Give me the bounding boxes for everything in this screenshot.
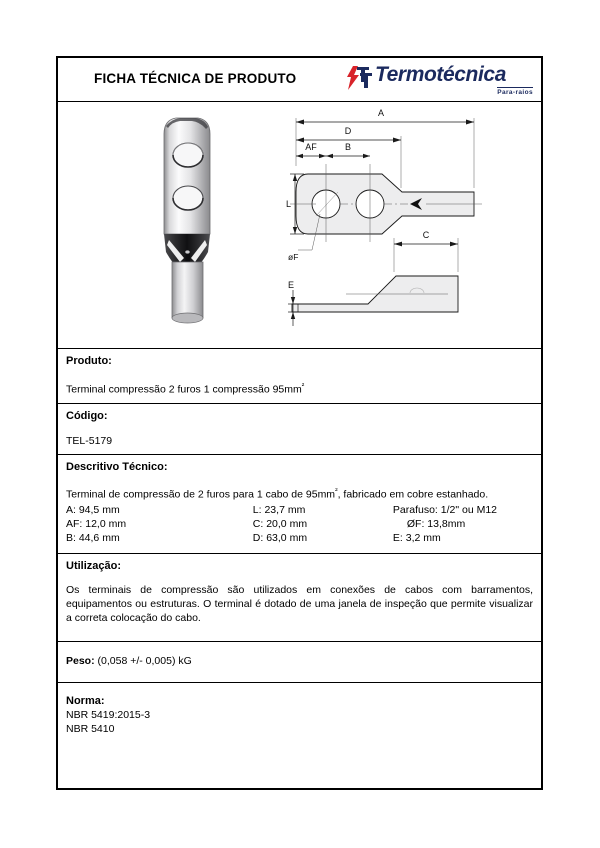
codigo-label: Código: xyxy=(66,409,108,422)
section-descritivo xyxy=(58,455,541,555)
section-codigo xyxy=(58,404,541,455)
codigo-value: TEL-5179 xyxy=(66,434,113,447)
lightning-tt-icon xyxy=(345,65,373,91)
dimension-cell: A: 94,5 mm xyxy=(66,504,120,516)
dimension-row xyxy=(66,517,533,531)
brand-tagline: Para-raios xyxy=(497,89,533,96)
produto-value-text: Terminal compressão 2 furos 1 compressão 95mm xyxy=(66,383,302,396)
dimension-cell: B: 44,6 mm xyxy=(66,532,120,544)
page-title: FICHA TÉCNICA DE PRODUTO xyxy=(94,71,297,86)
dimensions-body xyxy=(66,503,533,545)
peso-value: (0,058 +/- 0,005) kG xyxy=(97,655,192,667)
section-utilizacao xyxy=(58,554,541,642)
section-peso xyxy=(58,642,541,683)
produto-label: Produto: xyxy=(66,355,112,367)
dimension-row xyxy=(66,503,533,517)
dim-label-af: AF xyxy=(305,142,317,152)
dimension-cell: AF: 12,0 mm xyxy=(66,518,127,530)
dimension-cell: ØF: 13,8mm xyxy=(406,518,466,530)
norma-list xyxy=(66,709,533,736)
norma-line: NBR 5419:2015-3 xyxy=(66,709,151,721)
header-band xyxy=(58,58,541,102)
dim-label-b: B xyxy=(344,142,352,152)
media-band xyxy=(58,102,541,349)
produto-value xyxy=(66,379,533,397)
dimension-row xyxy=(66,531,533,545)
brand-name: Termotécnica xyxy=(375,63,506,86)
norma-label: Norma: xyxy=(66,695,105,707)
dim-label-e: E xyxy=(288,280,295,290)
dim-label-of: øF xyxy=(288,252,299,262)
dimension-cell: L: 23,7 mm xyxy=(252,504,306,516)
dimension-cell: E: 3,2 mm xyxy=(392,532,441,544)
section-norma xyxy=(58,683,541,742)
section-produto xyxy=(58,349,541,404)
dim-label-c: C xyxy=(422,230,430,240)
dim-label-d: D xyxy=(344,126,352,136)
datasheet-frame xyxy=(56,56,543,790)
descritivo-text-superscript: ² xyxy=(335,485,338,495)
descritivo-label: Descritivo Técnico: xyxy=(66,460,168,473)
dim-label-a: A xyxy=(377,108,385,118)
product-photo xyxy=(150,112,224,330)
utilizacao-label: Utilização: xyxy=(66,560,122,572)
descritivo-text-post: , fabricado em cobre estanhado. xyxy=(337,488,489,500)
peso-line xyxy=(66,654,533,668)
dimension-cell: D: 63,0 mm xyxy=(252,532,308,544)
descritivo-text-pre: Terminal de compressão de 2 furos para 1 cabo de 95mm xyxy=(66,488,336,500)
technical-drawing xyxy=(286,104,538,344)
norma-line: NBR 5410 xyxy=(66,722,115,735)
descritivo-text xyxy=(66,484,533,502)
produto-value-superscript: ² xyxy=(301,381,305,390)
dimensions-table xyxy=(66,503,533,545)
peso-label: Peso: xyxy=(66,655,95,667)
brand-logo xyxy=(345,62,535,100)
dim-label-l: L xyxy=(286,199,292,209)
dimension-cell: C: 20,0 mm xyxy=(252,518,308,530)
utilizacao-text: Os terminais de compressão são utilizados em conexões de cabos com barramentos, equipamentos ou estruturas. O terminal é dotado de uma janela de inspeção que permite visualizar a correta colocação do cabo. xyxy=(66,584,533,624)
dimension-cell: Parafuso: 1/2" ou M12 xyxy=(392,504,498,516)
